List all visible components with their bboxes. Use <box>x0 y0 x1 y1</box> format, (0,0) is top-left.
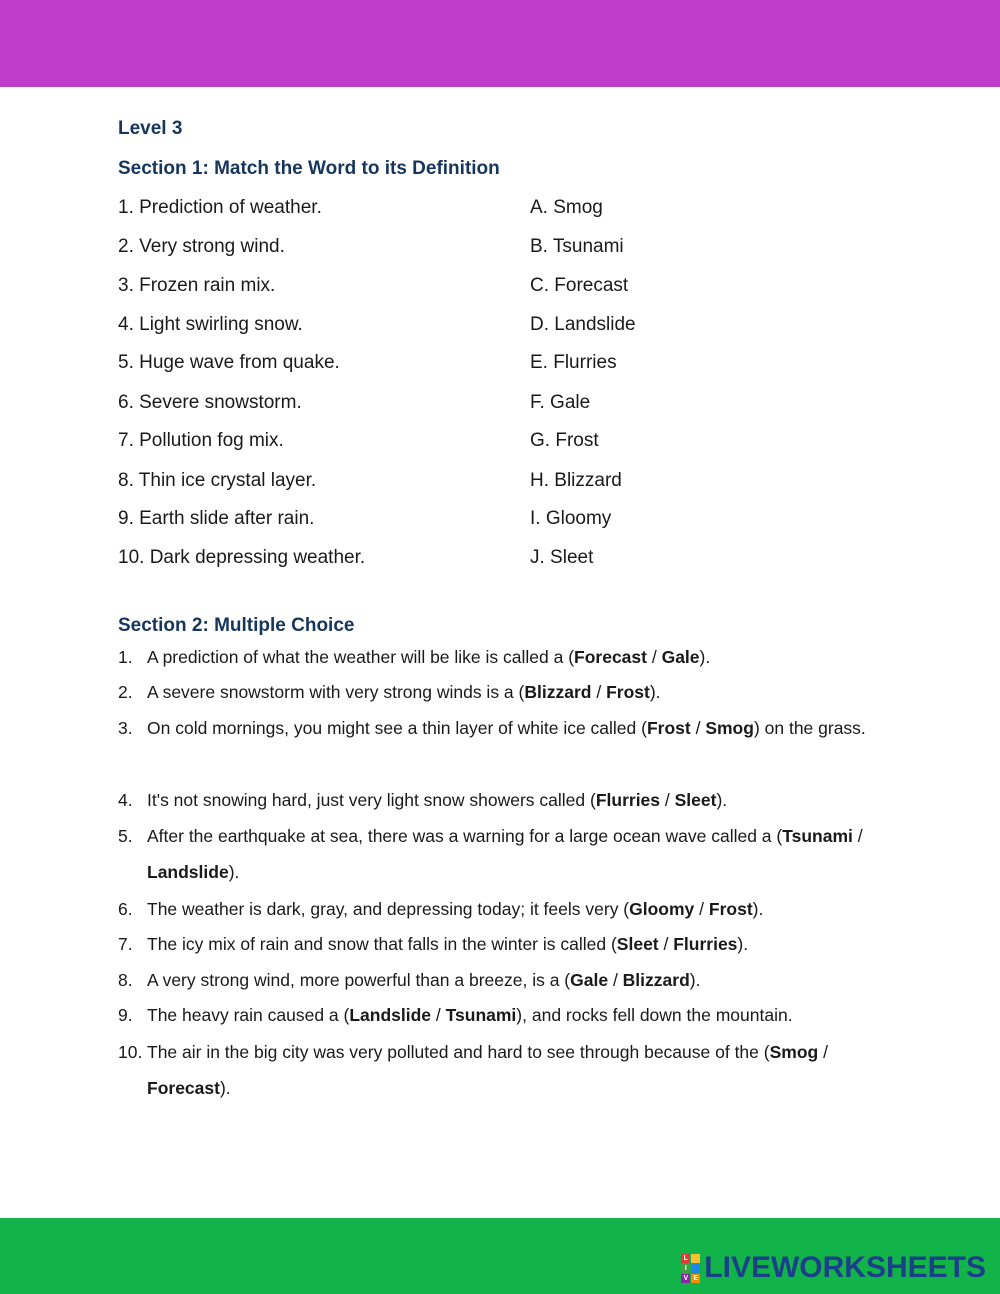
question-number: 3. <box>118 718 133 738</box>
option-2[interactable]: Gale <box>661 647 700 667</box>
question-text: A very strong wind, more powerful than a breeze, is a (Gale / Blizzard). <box>147 970 701 990</box>
option-1[interactable]: Gale <box>570 970 609 990</box>
question-number: 8. <box>118 970 133 990</box>
match-row <box>118 233 898 261</box>
definition-item: 6. Severe snowstorm. <box>118 392 302 413</box>
question-item <box>118 891 878 927</box>
question-item <box>118 674 878 710</box>
match-row <box>118 349 898 377</box>
question-text: The weather is dark, gray, and depressing today; it feels very (Gloomy / Frost). <box>147 899 764 919</box>
option-2[interactable]: Forecast <box>147 1078 220 1098</box>
question-item <box>118 639 878 675</box>
option-2[interactable]: Sleet <box>674 790 717 810</box>
question-text: A prediction of what the weather will be like is called a (Forecast / Gale). <box>147 647 711 667</box>
logo-icon: L I V E <box>681 1254 700 1283</box>
match-row <box>118 544 898 572</box>
question-text: A severe snowstorm with very strong winds is a (Blizzard / Frost). <box>147 682 661 702</box>
match-row <box>118 505 898 533</box>
option-2[interactable]: Frost <box>708 899 753 919</box>
question-item <box>118 710 878 746</box>
question-text: On cold mornings, you might see a thin layer of white ice called (Frost / Smog) on the grass. <box>147 718 866 738</box>
word-item: J. Sleet <box>530 547 594 568</box>
match-row <box>118 311 898 339</box>
word-item: I. Gloomy <box>530 508 612 529</box>
question-text: The air in the big city was very polluted and hard to see through because of the (Smog / Forecast). <box>147 1042 828 1098</box>
question-item <box>118 782 878 818</box>
question-number: 9. <box>118 1005 133 1025</box>
question-item <box>118 997 878 1033</box>
word-item: F. Gale <box>530 392 591 413</box>
option-1[interactable]: Sleet <box>616 934 659 954</box>
question-text: It's not snowing hard, just very light snow showers called (Flurries / Sleet). <box>147 790 728 810</box>
question-number: 7. <box>118 934 133 954</box>
option-1[interactable]: Blizzard <box>524 682 592 702</box>
word-item: D. Landslide <box>530 314 636 335</box>
liveworksheets-logo <box>681 1250 986 1286</box>
level-title: Level 3 <box>118 118 183 139</box>
question-text: The icy mix of rain and snow that falls in the winter is called (Sleet / Flurries). <box>147 934 749 954</box>
top-color-band <box>0 0 1000 87</box>
definition-item: 1. Prediction of weather. <box>118 197 322 218</box>
match-row <box>118 272 898 300</box>
match-row <box>118 194 898 222</box>
definition-item: 10. Dark depressing weather. <box>118 547 366 568</box>
word-item: A. Smog <box>530 197 603 218</box>
option-1[interactable]: Tsunami <box>782 826 853 846</box>
word-item: G. Frost <box>530 430 599 451</box>
match-row <box>118 427 898 455</box>
question-number: 4. <box>118 790 133 810</box>
option-1[interactable]: Gloomy <box>629 899 695 919</box>
option-1[interactable]: Frost <box>646 718 691 738</box>
section2-title: Section 2: Multiple Choice <box>118 615 355 636</box>
question-number: 10. <box>118 1042 143 1062</box>
question-item <box>118 1034 878 1106</box>
question-text: The heavy rain caused a (Landslide / Tsunami), and rocks fell down the mountain. <box>147 1005 793 1025</box>
option-2[interactable]: Landslide <box>147 862 229 882</box>
option-1[interactable]: Flurries <box>595 790 661 810</box>
question-number: 6. <box>118 899 133 919</box>
definition-item: 9. Earth slide after rain. <box>118 508 315 529</box>
question-number: 5. <box>118 826 133 846</box>
option-2[interactable]: Smog <box>705 718 754 738</box>
word-item: E. Flurries <box>530 352 617 373</box>
option-2[interactable]: Blizzard <box>622 970 690 990</box>
definition-item: 7. Pollution fog mix. <box>118 430 284 451</box>
definition-item: 8. Thin ice crystal layer. <box>118 470 317 491</box>
logo-text: LIVEWORKSHEETS <box>704 1251 986 1284</box>
option-1[interactable]: Forecast <box>574 647 647 667</box>
option-2[interactable]: Flurries <box>673 934 738 954</box>
definition-item: 2. Very strong wind. <box>118 236 285 257</box>
match-row <box>118 389 898 417</box>
definition-item: 5. Huge wave from quake. <box>118 352 340 373</box>
option-2[interactable]: Tsunami <box>445 1005 517 1025</box>
definition-item: 4. Light swirling snow. <box>118 314 303 335</box>
match-row <box>118 467 898 495</box>
question-item <box>118 818 878 890</box>
option-1[interactable]: Landslide <box>349 1005 432 1025</box>
question-number: 1. <box>118 647 133 667</box>
question-text: After the earthquake at sea, there was a warning for a large ocean wave called a (Tsunami / Landslide). <box>147 826 863 882</box>
word-item: H. Blizzard <box>530 470 622 491</box>
word-item: C. Forecast <box>530 275 629 296</box>
question-item <box>118 962 878 998</box>
option-1[interactable]: Smog <box>769 1042 819 1062</box>
section1-title: Section 1: Match the Word to its Definition <box>118 158 500 179</box>
question-item <box>118 926 878 962</box>
definition-item: 3. Frozen rain mix. <box>118 275 276 296</box>
word-item: B. Tsunami <box>530 236 624 257</box>
option-2[interactable]: Frost <box>606 682 650 702</box>
question-number: 2. <box>118 682 133 702</box>
